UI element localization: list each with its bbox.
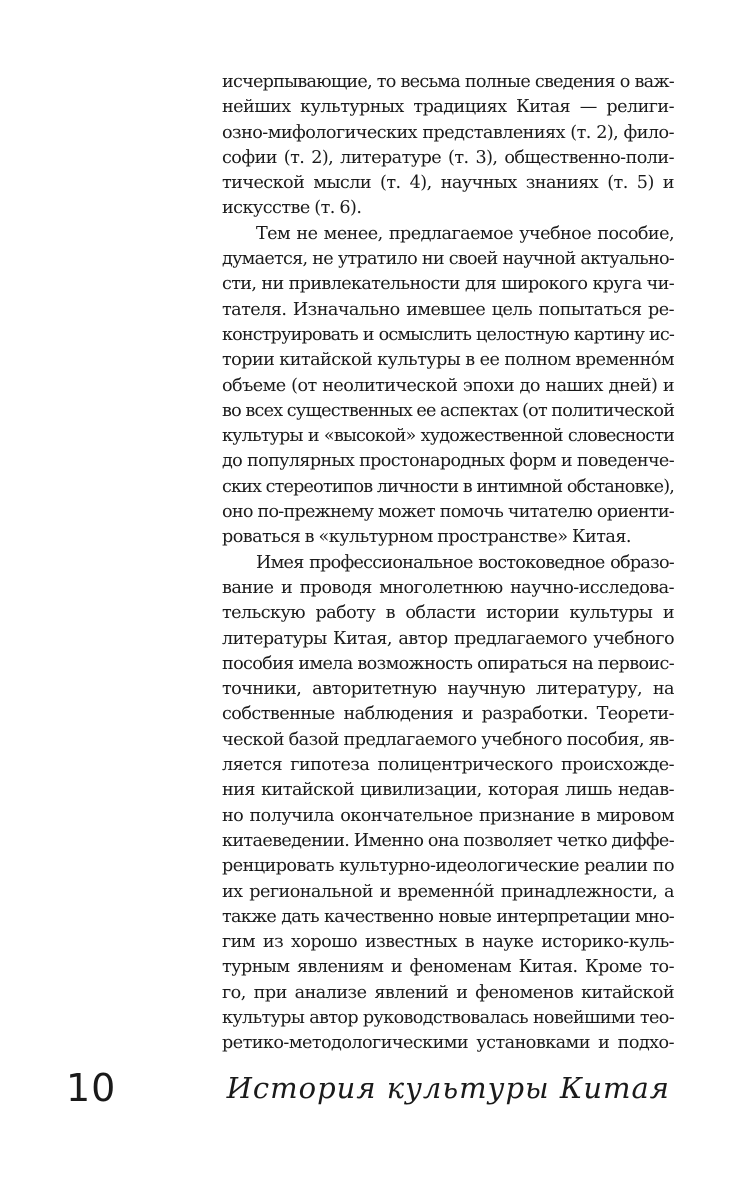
text-line: но получила окончательное признание в мировом [222,805,674,826]
text-line: точники, авторитетную научную литературу, на [222,679,674,700]
text-line: озно-мифологических представлениях (т. 2), фило- [222,122,674,143]
text-line: нейших культурных традициях Китая — религи- [222,97,674,118]
paragraph-first-line: Имея профессиональное востоковедное образо- [256,552,674,573]
text-line: софии (т. 2), литературе (т. 3), общественно-поли- [222,147,674,168]
text-line: культуры автор руководствовалась новейшими тео- [222,1007,674,1028]
text-line: ренцировать культурно-идеологические реалии по [222,856,674,877]
text-line: ретико-методологическими установками и подхо- [222,1033,674,1054]
text-line: культуры и «высокой» художественной словесности [222,426,674,447]
page-number: 10 [66,1066,117,1110]
text-line: тельскую работу в области истории культуры и [222,603,674,624]
text-line: во всех существенных ее аспектах (от политической [222,400,675,421]
running-title: История культуры Китая [226,1071,670,1105]
text-line: турным явлениям и феноменам Китая. Кроме то- [222,957,674,978]
text-line: ческой базой предлагаемого учебного пособия, яв- [222,729,674,750]
text-line: конструировать и осмыслить целостную картину ис- [222,324,674,345]
text-line: го, при анализе явлений и феноменов китайской [222,982,674,1003]
text-line: тической мысли (т. 4), научных знаниях (т. 5) и [222,173,674,194]
body-text [222,70,674,1057]
text-line: ских стереотипов личности в интимной обстановке), [222,476,674,497]
text-line: тории китайской культуры в ее полном временно́м [222,350,674,371]
text-line: ния китайской цивилизации, которая лишь недав- [222,780,674,801]
text-line: литературы Китая, автор предлагаемого учебного [222,628,674,649]
text-line: роваться в «культурном пространстве» Китая. [222,527,631,548]
text-line: гим из хорошо известных в науке историко-куль- [222,932,674,953]
text-line: ляется гипотеза полицентрического происхожде- [222,755,674,776]
text-line: оно по-прежнему может помочь читателю ориенти- [222,502,674,523]
text-line: вание и проводя многолетнюю научно-исследова- [222,577,674,598]
text-line: также дать качественно новые интерпретации мно- [222,906,674,927]
paragraph-first-line: Тем не менее, предлагаемое учебное пособие, [256,223,674,244]
text-line: думается, не утратило ни своей научной актуально- [222,249,674,270]
text-line: собственные наблюдения и разработки. Теорети- [222,704,674,725]
text-line: их региональной и временно́й принадлежности, а [222,881,674,902]
text-line: искусстве (т. 6). [222,198,362,219]
text-line: объеме (от неолитической эпохи до наших дней) и [222,375,674,396]
text-line: тателя. Изначально имевшее цель попытаться ре- [222,299,674,320]
text-line: китаеведении. Именно она позволяет четко диффе- [222,830,674,851]
text-line: пособия имела возможность опираться на первоис- [222,653,674,674]
text-line: до популярных простонародных форм и поведенче- [222,451,674,472]
text-line: сти, ни привлекательности для широкого круга чи- [222,274,674,295]
text-line: исчерпывающие, то весьма полные сведения о важ- [222,72,674,92]
